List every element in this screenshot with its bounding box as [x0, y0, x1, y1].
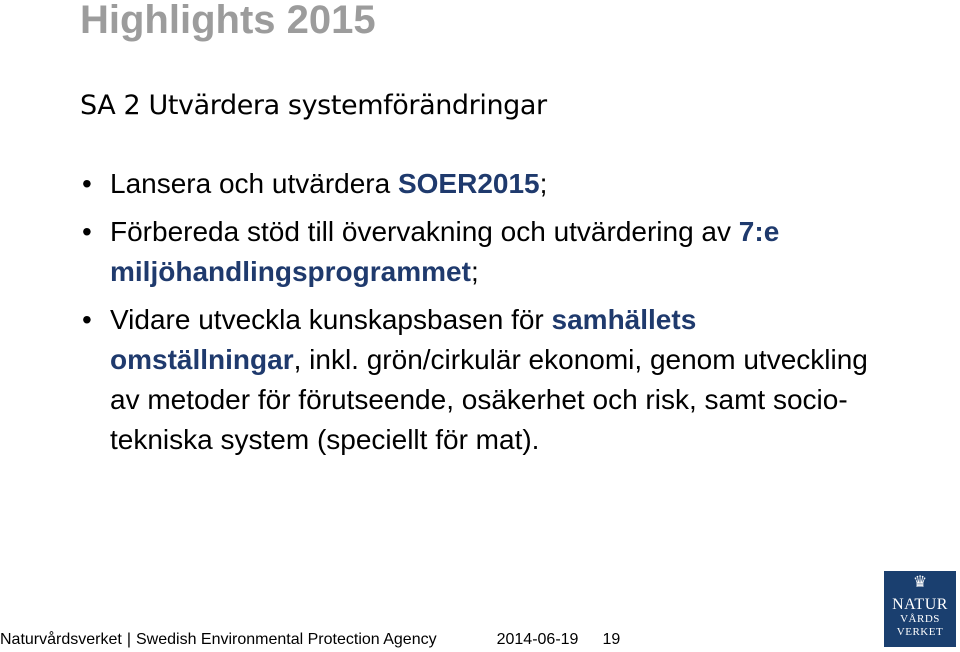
emphasis-text: SOER2015: [397, 168, 540, 199]
bullet-text: Förbereda stöd till övervakning och utvärdering av 7:e miljöhandlingsprogrammet;: [110, 216, 780, 287]
footer-org: Naturvårdsverket: [0, 631, 122, 648]
bullet-text: Vidare utveckla kunskapsbasen för samhällets omställningar, inkl. grön/cirkulär ekonomi, genom utveckling av metoder för förutseende, osäkerhet och risk, samt socio-tekniska system (speciellt för mat).: [110, 304, 868, 455]
slide-footer: [0, 630, 620, 650]
logo-line-2: VÅRDS: [900, 613, 940, 625]
logo-line-1: NATUR: [892, 596, 948, 613]
bullet-dot-icon: •: [82, 304, 92, 335]
bullet-item: [80, 164, 870, 204]
bullet-item: [80, 212, 870, 292]
footer-date: 2014-06-19: [496, 631, 579, 648]
footer-separator: |: [126, 631, 131, 648]
bullet-text: Lansera och utvärdera SOER2015;: [110, 168, 548, 199]
bullet-item: [80, 300, 870, 460]
slide-title: Highlights 2015: [80, 0, 376, 42]
crown-icon: ♛: [912, 574, 928, 591]
naturvardsverket-logo: [884, 571, 956, 647]
footer-org-en: Swedish Environmental Protection Agency: [135, 631, 437, 648]
bullet-list: [80, 164, 870, 468]
emphasis-text: samhällets omställningar: [110, 304, 697, 375]
page-number: 19: [602, 631, 621, 648]
bullet-dot-icon: •: [82, 168, 92, 199]
logo-line-3: VERKET: [896, 626, 944, 638]
emphasis-text: 7:e miljöhandlingsprogrammet: [110, 216, 780, 287]
section-heading: SA 2 Utvärdera systemförändringar: [80, 90, 547, 121]
bullet-dot-icon: •: [82, 216, 92, 247]
